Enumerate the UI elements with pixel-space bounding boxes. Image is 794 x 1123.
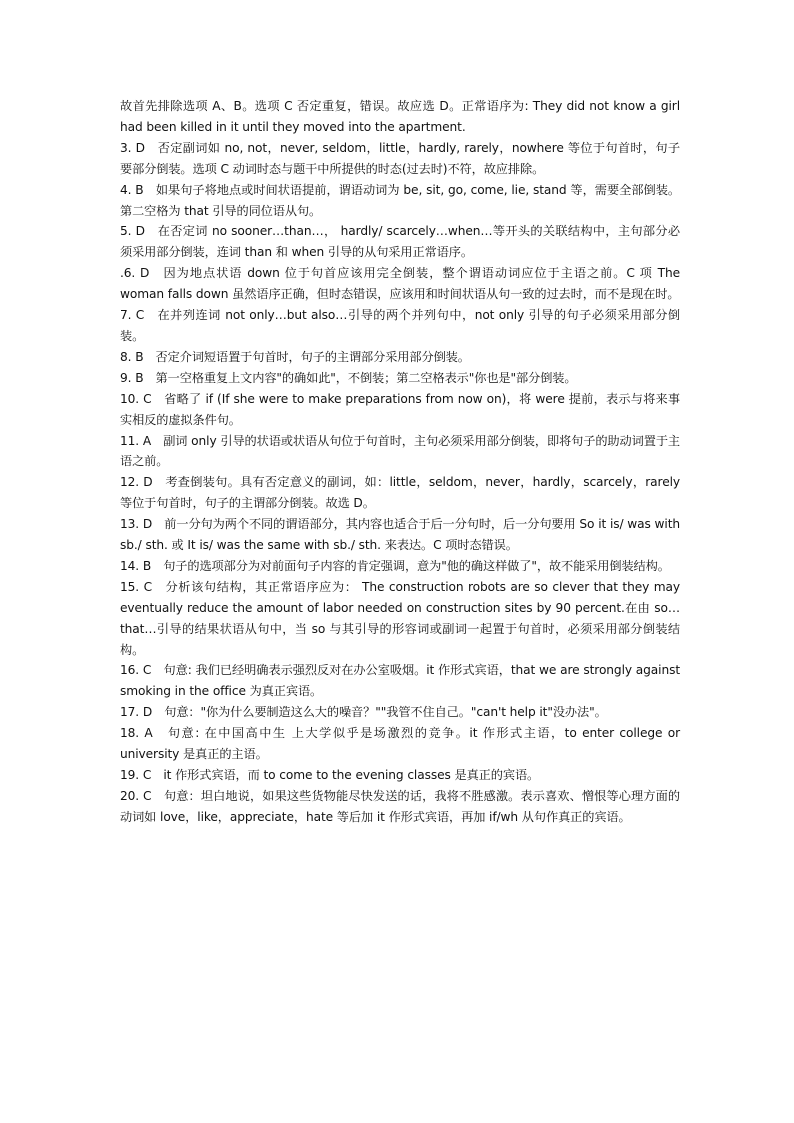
paragraph: 5. D 在否定词 no sooner…than…， hardly/ scarcely…when…等开头的关联结构中，主句部分必须采用部分倒装，连词 than 和 when 引导的从句采用正常语序。 — [120, 224, 680, 260]
paragraph: 10. C 省略了 if (If she were to make preparations from now on)，将 were 提前，表示与将来事实相反的虚拟条件句。 — [120, 391, 680, 427]
paragraph: 20. C 句意：坦白地说，如果这些货物能尽快发送的话，我将不胜感激。表示喜欢、憎恨等心理方面的动词如 love，like，appreciate，hate 等后加 it 作形式宾语，再加 if/wh 从句作真正的宾语。 — [120, 788, 680, 824]
paragraph: 7. C 在并列连词 not only…but also…引导的两个并列句中，not only 引导的句子必须采用部分倒装。 — [120, 308, 680, 343]
paragraph: 9. B 第一空格重复上文内容"的确如此"，不倒装；第二空格表示"你也是"部分倒装。 — [120, 370, 577, 385]
paragraph: 15. C 分析该句结构，其正常语序应为： The construction robots are so clever that they may eventually reduce the amount of labor needed on construction sites by 90 percent.在由 so…that…引导的结果状语从句中，当 so 与其引导的形容词或副词一起置于句首时，必须采用部分倒装结构。 — [120, 579, 680, 657]
paragraph: 19. C it 作形式宾语，而 to come to the evening classes 是真正的宾语。 — [120, 768, 540, 782]
paragraph: 3. D 否定副词如 no, not，never, seldom，little，hardly, rarely，nowhere 等位于句首时，句子要部分倒装。选项 C 动词时态与题干中所提供的时态(过去时)不符，故应排除。 — [120, 140, 680, 176]
paragraph: 13. D 前一分句为两个不同的谓语部分，其内容也适合于后一分句时，后一分句要用 So it is/ was with sb./ sth. 或 It is/ was the same with sb./ sth. 来表达。C 项时态错误。 — [120, 517, 680, 553]
paragraph: 16. C 句意: 我们已经明确表示强烈反对在办公室吸烟。it 作形式宾语，that we are strongly against smoking in the office 为真正宾语。 — [120, 663, 680, 699]
paragraph: 4. B 如果句子将地点或时间状语提前，谓语动词为 be, sit, go, come, lie, stand 等，需要全部倒装。第二空格为 that 引导的同位语从句。 — [120, 182, 680, 218]
paragraph: 18. A 句意: 在中国高中生 上大学似乎是场激烈的竞争。it 作形式主语，to enter college or university 是真正的主语。 — [120, 726, 680, 762]
paragraph: 故首先排除选项 A、B。选项 C 否定重复，错误。故应选 D。正常语序为: They did not know a girl had been killed in it until they moved into the apartment. — [120, 99, 680, 134]
paragraph: 17. D 句意："你为什么要制造这么大的噪音？""我管不住自己。"can't help it"没办法"。 — [120, 705, 607, 720]
paragraph: 8. B 否定介词短语置于句首时，句子的主谓部分采用部分倒装。 — [120, 349, 470, 364]
paragraph: 14. B 句子的选项部分为对前面句子内容的肯定强调，意为"他的确这样做了"，故不能采用倒装结构。 — [120, 558, 670, 573]
paragraph: 12. D 考查倒装句。具有否定意义的副词，如：little，seldom，never，hardly，scarcely，rarely 等位于句首时，句子的主谓部分倒装。故选 D。 — [120, 475, 680, 511]
paragraph: 11. A 副词 only 引导的状语或状语从句位于句首时，主句必须采用部分倒装，即将句子的助动词置于主语之前。 — [120, 433, 680, 469]
paragraph: .6. D 因为地点状语 down 位于句首应该用完全倒装，整个谓语动词应位于主语之前。C 项 The woman falls down 虽然语序正确，但时态错误，应该用和时间状语从句一致的过去时，而不是现在时。 — [120, 266, 680, 302]
